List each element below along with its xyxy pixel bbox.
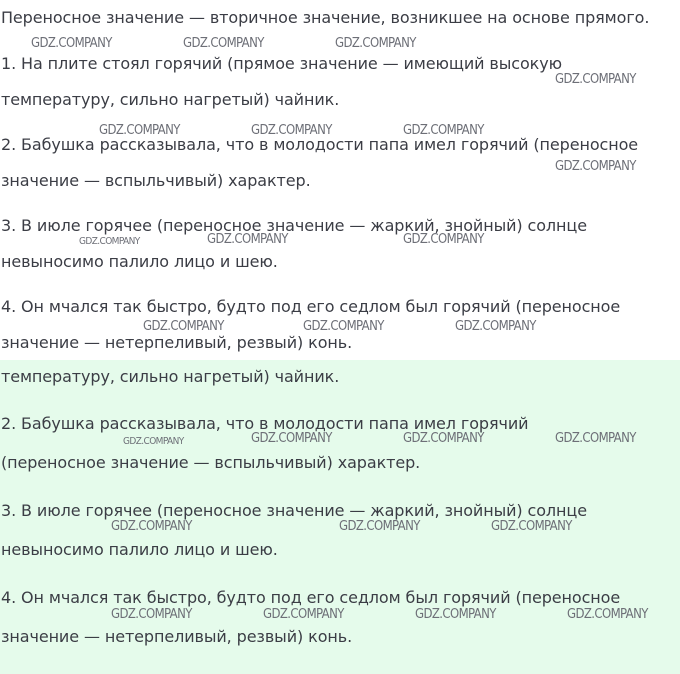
watermark: GDZ.COMPANY [263,607,344,622]
repeat-example-3-line-2: невыносимо палило лицо и шею. [1,540,278,559]
example-2-line-2: значение — вспыльчивый) характер. [1,171,311,190]
repeat-example-4-line-2: значение — нетерпеливый, резвый) конь. [1,627,353,646]
example-1-line-1: 1. На плите стоял горячий (прямое значение — имеющий высокую [1,54,562,73]
watermark: GDZ.COMPANY [111,519,192,534]
example-3-line-2: невыносимо палило лицо и шею. [1,252,278,271]
watermark: GDZ.COMPANY [555,72,636,87]
repeat-example-4-line-1: 4. Он мчался так быстро, будто под его седлом был горячий (переносное [1,588,621,607]
example-4-line-1: 4. Он мчался так быстро, будто под его седлом был горячий (переносное [1,297,621,316]
watermark: GDZ.COMPANY [251,123,332,138]
watermark: GDZ.COMPANY [111,607,192,622]
repeat-example-2-line-1: 2. Бабушка рассказывала, что в молодости папа имел горячий [1,414,529,433]
definition-line: Переносное значение — вторичное значение, возникшее на основе прямого. [1,8,650,27]
repeat-example-1-line-2: температуру, сильно нагретый) чайник. [1,367,340,386]
watermark: GDZ.COMPANY [31,36,112,51]
watermark: GDZ.COMPANY [555,159,636,174]
watermark: GDZ.COMPANY [335,36,416,51]
watermark: GDZ.COMPANY [339,519,420,534]
watermark: GDZ.COMPANY [143,319,224,334]
example-2-line-1: 2. Бабушка рассказывала, что в молодости папа имел горячий (переносное [1,135,639,154]
watermark: GDZ.COMPANY [183,36,264,51]
watermark: GDZ.COMPANY [567,607,648,622]
watermark: GDZ.COMPANY [491,519,572,534]
watermark: GDZ.COMPANY [99,123,180,138]
watermark: GDZ.COMPANY [455,319,536,334]
watermark: GDZ.COMPANY [555,431,636,446]
repeat-example-3-line-1: 3. В июле горячее (переносное значение — жаркий, знойный) солнце [1,501,587,520]
watermark: GDZ.COMPANY [207,232,288,247]
example-4-line-2: значение — нетерпеливый, резвый) конь. [1,333,353,352]
watermark: GDZ.COMPANY [79,236,140,247]
bottom-section [0,360,680,674]
repeat-example-2-line-2: (переносное значение — вспыльчивый) характер. [1,453,421,472]
watermark: GDZ.COMPANY [303,319,384,334]
watermark: GDZ.COMPANY [123,436,184,447]
watermark: GDZ.COMPANY [415,607,496,622]
watermark: GDZ.COMPANY [251,431,332,446]
watermark: GDZ.COMPANY [403,123,484,138]
example-1-line-2: температуру, сильно нагретый) чайник. [1,90,340,109]
watermark: GDZ.COMPANY [403,232,484,247]
watermark: GDZ.COMPANY [403,431,484,446]
example-3-line-1: 3. В июле горячее (переносное значение — жаркий, знойный) солнце [1,216,587,235]
